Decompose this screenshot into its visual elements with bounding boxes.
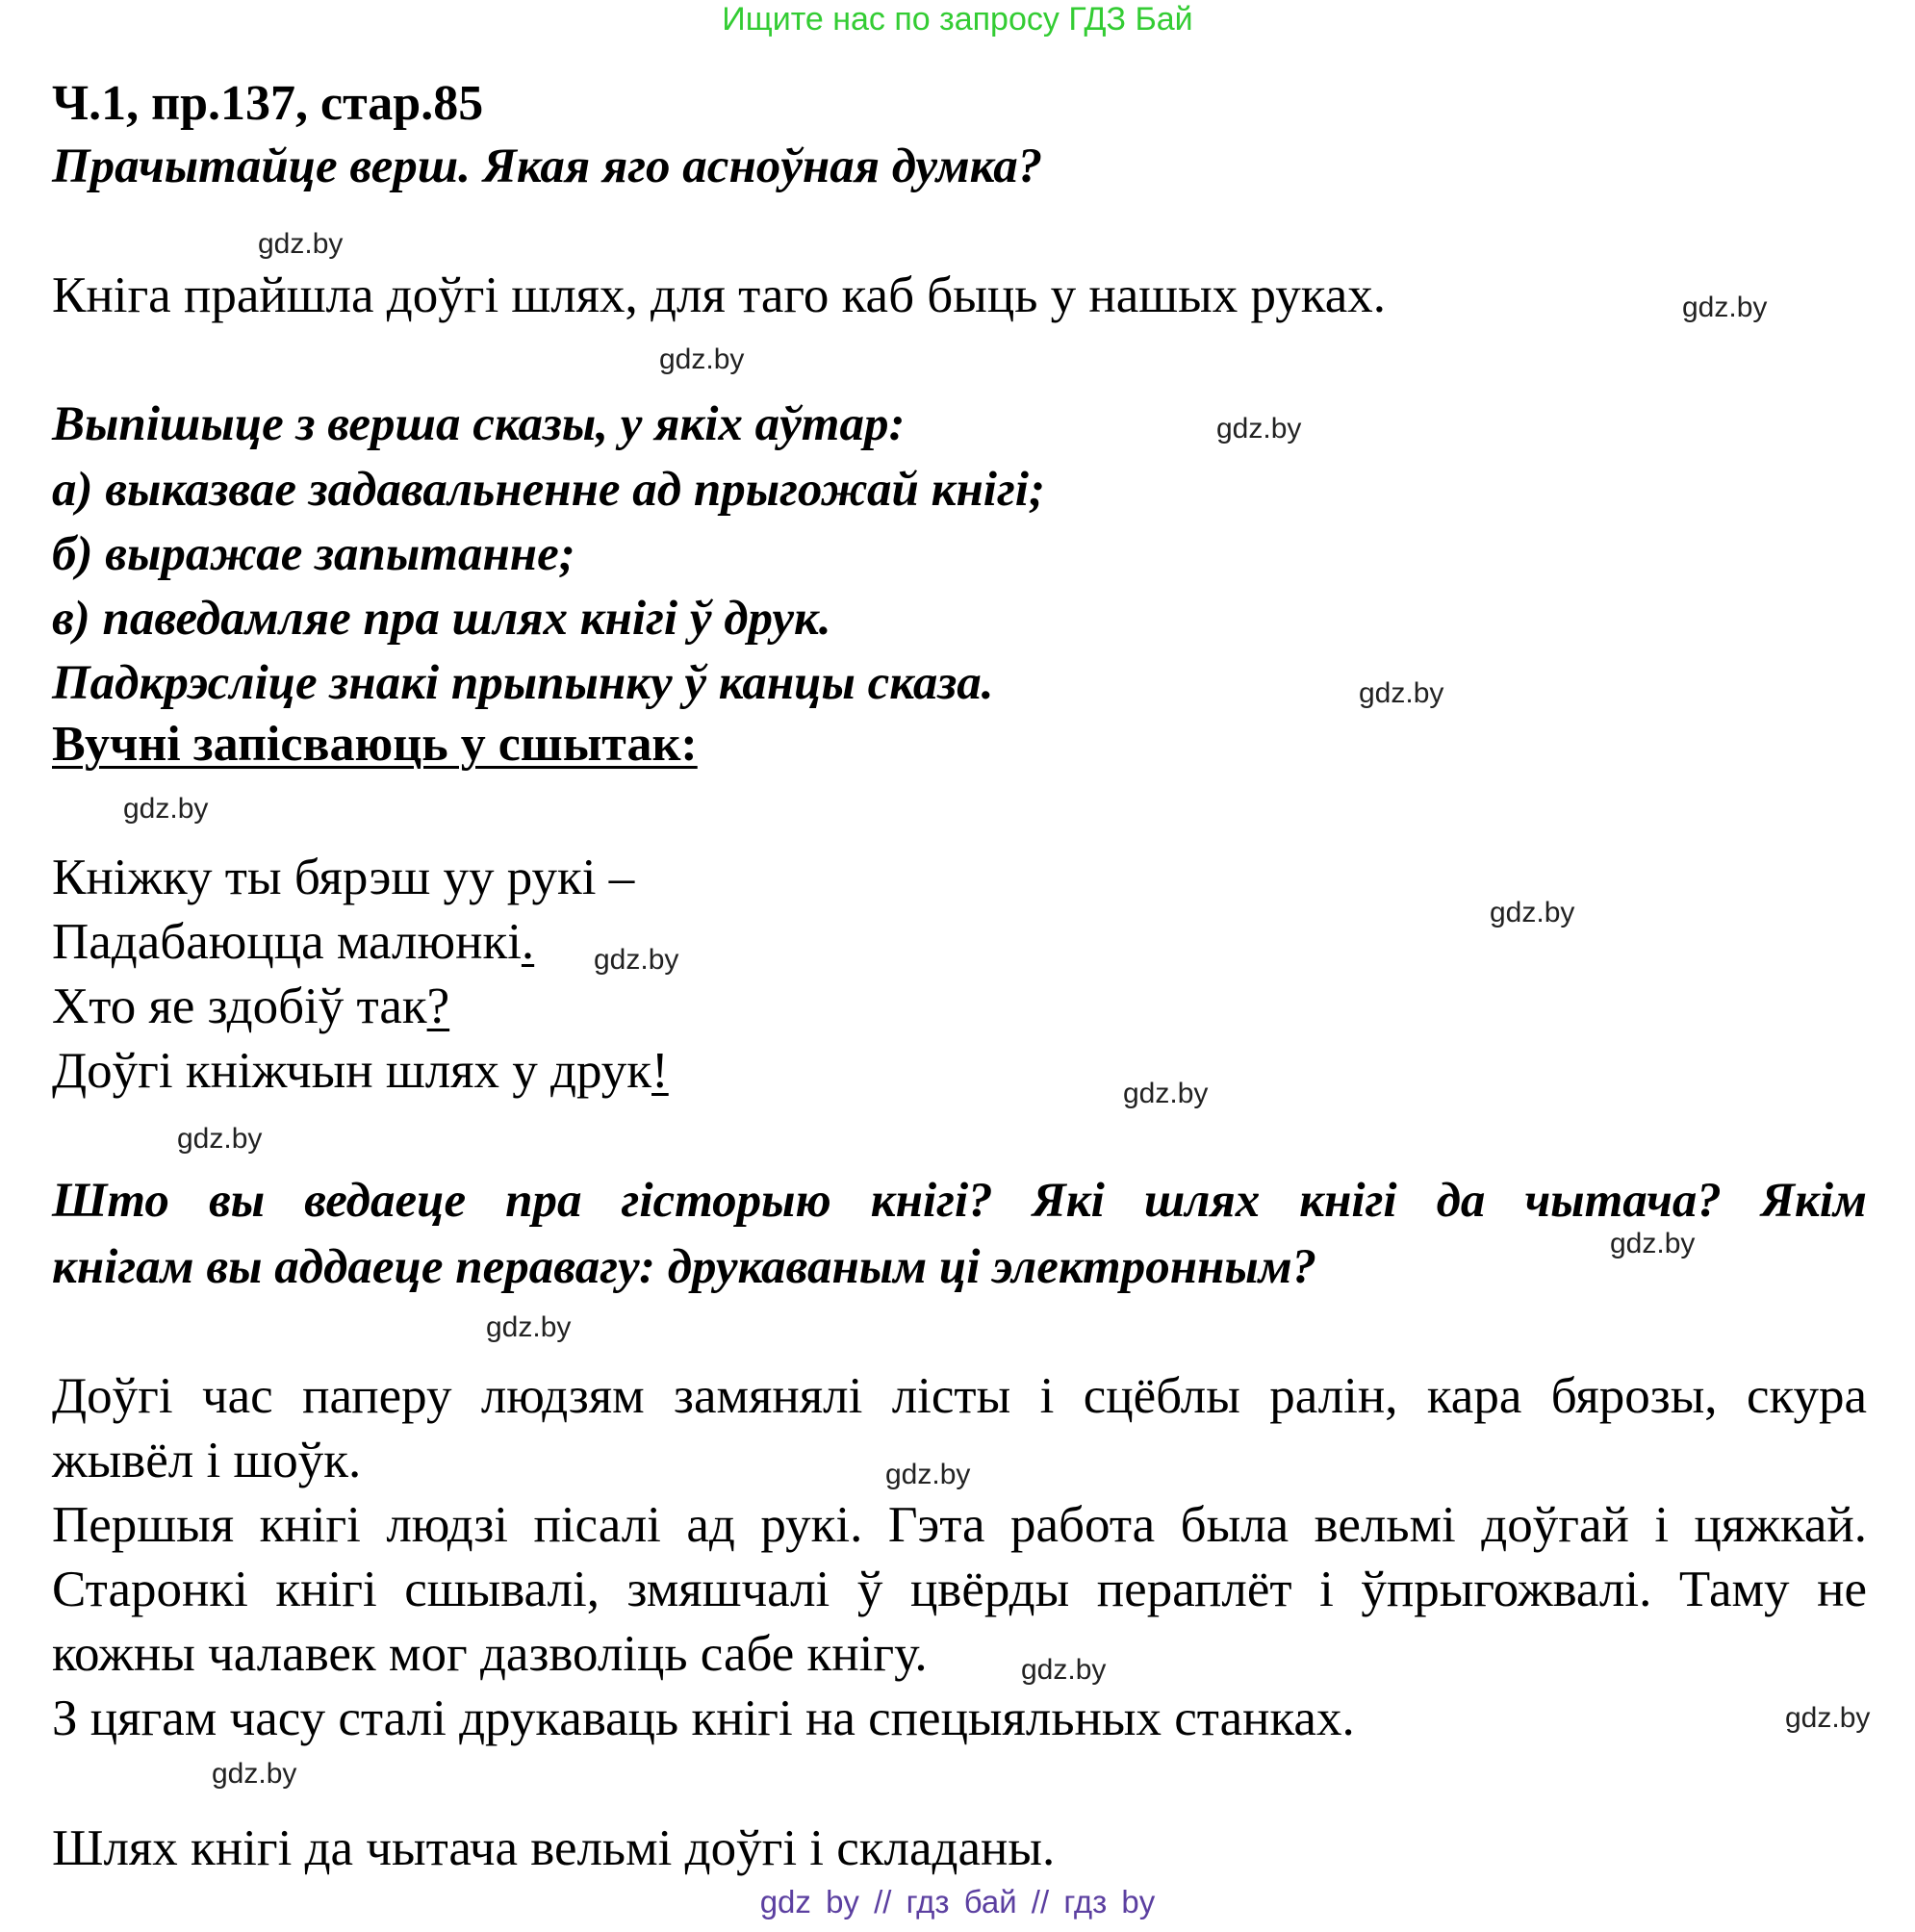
answer-3-p2-line-3: кожны чалавек мог дазволіць сабе кнігу. bbox=[52, 1626, 928, 1682]
task-3-question-line-2: кнігам вы аддаеце перавагу: друкаваным ці электронным? bbox=[52, 1240, 1317, 1294]
watermark: gdz.by bbox=[1359, 677, 1444, 709]
answer-3-p1-line-1: Доўгі час паперу людзям замянялі лісты і сцёблы ралін, кара бярозы, скура bbox=[52, 1368, 1867, 1424]
answer-3-p3: З цягам часу сталі друкаваць кнігі на спецыяльных станках. bbox=[52, 1690, 1355, 1746]
task-1-question: Прачытайце верш. Якая яго асноўная думка? bbox=[52, 140, 1043, 193]
task-2-item-b: б) выражае запытанне; bbox=[52, 527, 575, 581]
poem-line-3-mark: ? bbox=[426, 979, 450, 1034]
watermark: gdz.by bbox=[123, 793, 209, 825]
poem-line-4-mark: ! bbox=[651, 1043, 669, 1099]
poem-line-2 bbox=[52, 911, 534, 973]
answer-3-p2-line-2: Старонкі кнігі сшывалі, змяшчалі ў цвёрды пераплёт і ўпрыгожвалі. Таму не bbox=[52, 1562, 1867, 1617]
footer-links: gdz by // гдз бай // гдз by bbox=[759, 1884, 1156, 1919]
poem-line-4 bbox=[52, 1040, 669, 1102]
watermark: gdz.by bbox=[486, 1311, 572, 1343]
watermark: gdz.by bbox=[594, 944, 679, 976]
watermark: gdz.by bbox=[1021, 1654, 1107, 1686]
task-2-intro: Выпішыце з верша сказы, у якіх аўтар: bbox=[52, 397, 906, 451]
watermark: gdz.by bbox=[885, 1459, 971, 1490]
watermark: gdz.by bbox=[1610, 1228, 1696, 1259]
poem-line-2-text: Падабаюцца малюнкі bbox=[52, 914, 522, 970]
watermark: gdz.by bbox=[1785, 1702, 1871, 1734]
task-2-underline-note: Падкрэсліце знакі прыпынку ў канцы сказа. bbox=[52, 656, 994, 710]
watermark: gdz.by bbox=[1490, 897, 1575, 928]
watermark: gdz.by bbox=[212, 1758, 297, 1790]
answer-3-p2-line-1: Першыя кнігі людзі пісалі ад рукі. Гэта работа была вельмі доўгай і цяжкай. bbox=[52, 1497, 1867, 1553]
task-3-question-line-1: Што вы ведаеце пра гісторыю кнігі? Які шлях кнігі да чытача? Якім bbox=[52, 1174, 1867, 1228]
answer-3-p4: Шлях кнігі да чытача вельмі доўгі і складаны. bbox=[52, 1820, 1056, 1876]
watermark: gdz.by bbox=[659, 343, 745, 375]
watermark: gdz.by bbox=[177, 1123, 263, 1155]
poem-line-4-text: Доўгі кніжчын шлях у друк bbox=[52, 1043, 652, 1099]
search-banner: Ищите нас по запросу ГДЗ Бай bbox=[722, 1, 1193, 38]
watermark: gdz.by bbox=[1123, 1078, 1209, 1109]
watermark: gdz.by bbox=[1216, 413, 1302, 445]
poem-line-3-text: Хто яе здобіў так bbox=[52, 979, 427, 1034]
answer-3-p1-line-2: жывёл і шоўк. bbox=[52, 1433, 362, 1488]
watermark: gdz.by bbox=[1682, 292, 1768, 323]
task-2-item-c: в) паведамляе пра шлях кнігі ў друк. bbox=[52, 592, 831, 646]
notebook-heading: Вучні запісваюць у сшытак: bbox=[52, 717, 698, 772]
poem-line-1: Кніжку ты бярэш уу рукі – bbox=[52, 850, 635, 905]
page-title: Ч.1, пр.137, стар.85 bbox=[52, 76, 484, 131]
watermark: gdz.by bbox=[258, 228, 344, 260]
poem-line-2-mark: . bbox=[521, 914, 535, 970]
task-1-answer: Кніга прайшла доўгі шлях, для таго каб быць у нашых руках. bbox=[52, 267, 1386, 323]
poem-line-3 bbox=[52, 976, 449, 1037]
task-2-item-a: а) выказвае задавальненне ад прыгожай кнігі; bbox=[52, 463, 1045, 517]
